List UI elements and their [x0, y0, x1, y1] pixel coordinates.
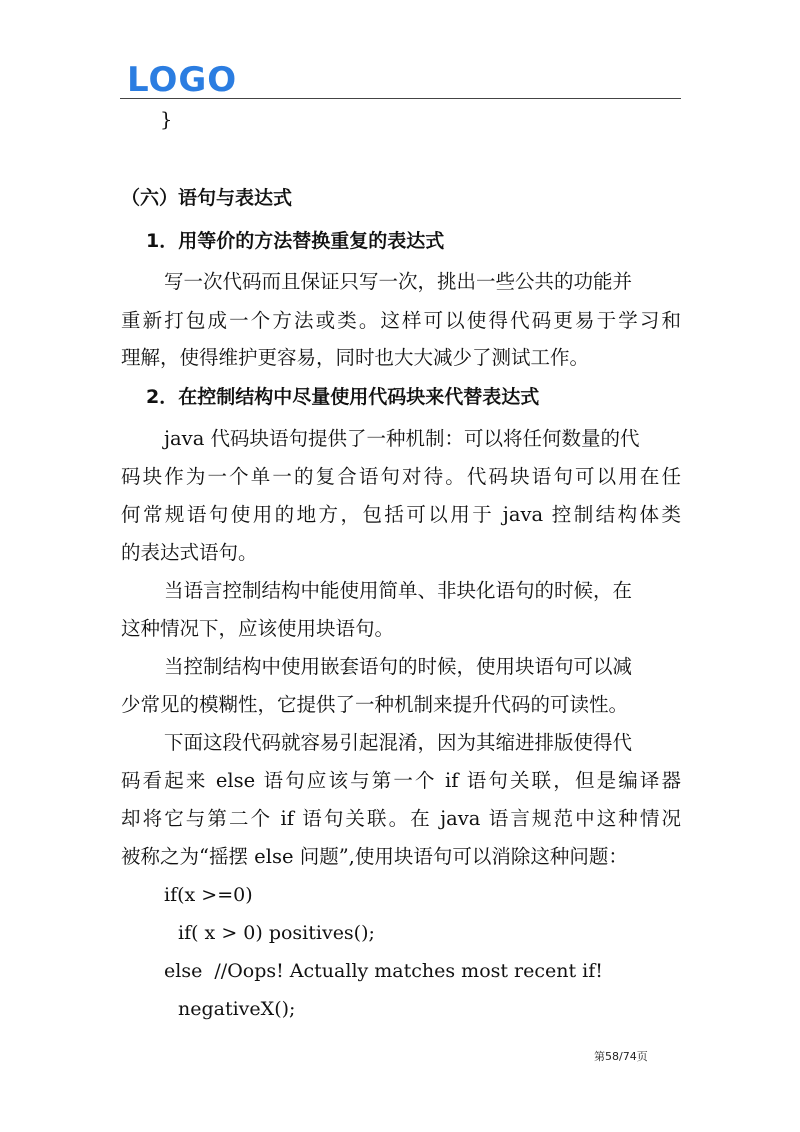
para5-line4: 被称之为“摇摆 else 问题”,使用块语句可以消除这种问题： — [121, 845, 628, 868]
page-number: 第58/74页 — [594, 1050, 648, 1063]
code-line-1: if(x >=0) — [164, 884, 253, 906]
closing-brace: } — [160, 108, 173, 131]
header-rule — [120, 98, 681, 99]
para2-line3: 何常规语句使用的地方，包括可以用于 java 控制结构体类 — [121, 503, 681, 526]
code-line-2: if( x > 0) positives(); — [178, 922, 375, 944]
para1-line3: 理解，使得维护更容易，同时也大大减少了测试工作。 — [121, 346, 590, 369]
para4-line1: 当控制结构中使用嵌套语句的时候，使用块语句可以减 — [164, 655, 633, 678]
para1-line2: 重新打包成一个方法或类。这样可以使得代码更易于学习和 — [121, 309, 681, 332]
para3-line2: 这种情况下，应该使用块语句。 — [121, 617, 395, 640]
para2-line1: java 代码块语句提供了一种机制：可以将任何数量的代 — [164, 427, 640, 450]
para5-line2: 码看起来 else 语句应该与第一个 if 语句关联，但是编译器 — [121, 769, 681, 792]
para2-line2: 码块作为一个单一的复合语句对待。代码块语句可以用在任 — [121, 465, 681, 488]
subsection-1-title: 1．用等价的方法替换重复的表达式 — [146, 230, 445, 252]
code-line-4: negativeX(); — [178, 998, 296, 1020]
code-line-3: else //Oops! Actually matches most recent if! — [164, 960, 603, 982]
para3-line1: 当语言控制结构中能使用简单、非块化语句的时候，在 — [164, 579, 633, 602]
logo — [127, 60, 237, 100]
subsection-2-title: 2．在控制结构中尽量使用代码块来代替表达式 — [146, 386, 540, 408]
para1-line1: 写一次代码而且保证只写一次，挑出一些公共的功能并 — [164, 270, 633, 293]
logo-text: LOGO — [127, 60, 237, 100]
para5-line1: 下面这段代码就容易引起混淆，因为其缩进排版使得代 — [164, 731, 633, 754]
section-title: （六）语句与表达式 — [121, 187, 293, 209]
para4-line2: 少常见的模糊性，它提供了一种机制来提升代码的可读性。 — [121, 693, 629, 716]
para5-line3: 却将它与第二个 if 语句关联。在 java 语言规范中这种情况 — [121, 807, 681, 830]
para2-line4: 的表达式语句。 — [121, 541, 258, 564]
